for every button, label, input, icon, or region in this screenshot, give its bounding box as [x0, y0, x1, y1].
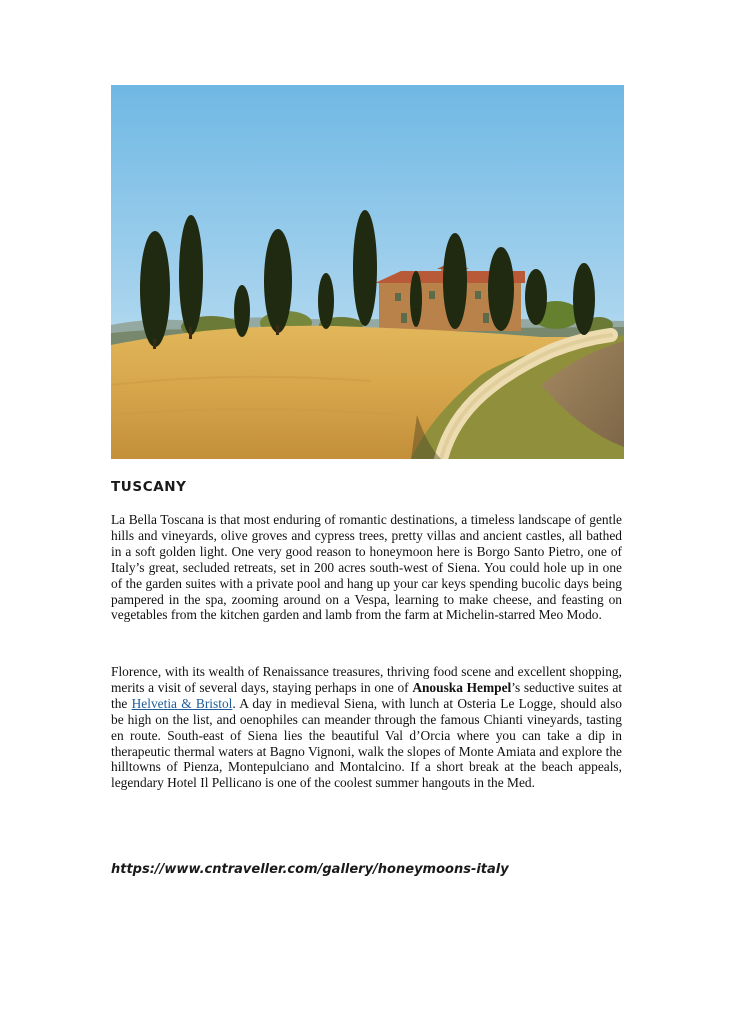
paragraph-2-text-2: ’s seductive suites at the [111, 679, 622, 711]
paragraph-2-text-3: . A day in medieval Siena, with lunch at Osteria Le Logge, should also be high on the list, and oenophiles can meander through the famous Chianti vineyards, tasting en route. South-east of Siena lies the beautiful Val d’Orcia where you can take a dip in therapeutic thermal waters at Bagno Vignoni, walk the slopes of Monte Amiata and explore the hilltowns of Pienza, Montepulciano and Montalcino. If a short break at the beach appeals, legendary Hotel Il Pellicano is one of the coolest summer hangouts in the Med. [111, 695, 622, 791]
paragraph-1: La Bella Toscana is that most enduring of romantic destinations, a timeless landscape of gentle hills and vineyards, olive groves and cypress trees, pretty villas and ancient castles, all bathed in a soft golden light. One very good reason to honeymoon here is Borgo Santo Pietro, one of Italy’s great, secluded retreats, set in 200 acres south-west of Siena. You could hole up in one of the garden suites with a private pool and hang up your car keys spending bucolic days being pampered in the spa, zooming around on a Vespa, learning to make cheese, and feasting on vegetables from the kitchen garden and lamb from the farm at Michelin-starred Meo Modo. [111, 512, 622, 623]
section-heading: TUSCANY [111, 479, 187, 495]
bold-name: Anouska Hempel [412, 679, 512, 695]
paragraph-2 [111, 664, 622, 791]
helvetia-bristol-link[interactable]: Helvetia & Bristol [131, 695, 233, 711]
source-url: https://www.cntraveller.com/gallery/honeymoons-italy [111, 862, 509, 877]
paragraph-2-text-1: Florence, with its wealth of Renaissance treasures, thriving food scene and excellent shopping, merits a visit of several days, staying perhaps in one of [111, 664, 622, 695]
tuscany-landscape-photo [111, 85, 624, 459]
